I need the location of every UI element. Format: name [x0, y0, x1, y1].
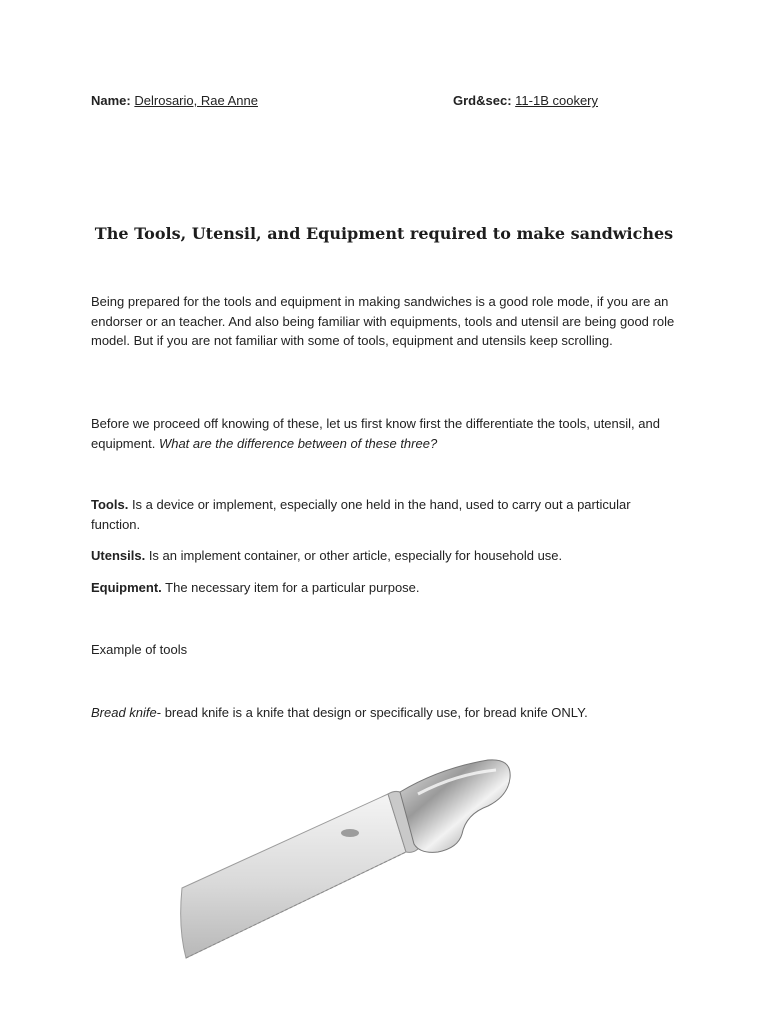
definition-text: Is a device or implement, especially one held in the hand, used to carry out a particular function.: [91, 497, 631, 532]
grade-section-field: [453, 93, 598, 108]
name-value: Delrosario, Rae Anne: [134, 93, 258, 108]
definition-term: Equipment.: [91, 580, 162, 595]
bread-knife-description: [91, 705, 588, 720]
definition-equipment: [91, 578, 681, 598]
example-heading: Example of tools: [91, 642, 188, 657]
differentiate-question: What are the difference between of these three?: [158, 435, 438, 451]
bread-knife-text: - bread knife is a knife that design or specifically use, for bread knife ONLY.: [156, 705, 588, 720]
definition-tools: [91, 495, 681, 534]
definition-utensils: [91, 546, 681, 566]
student-info-row: [91, 93, 691, 113]
differentiate-paragraph: [91, 414, 681, 453]
definition-term: Utensils.: [91, 548, 146, 563]
bread-knife-image: [170, 748, 520, 973]
name-label: Name:: [91, 93, 131, 108]
grade-section-label: Grd&sec:: [453, 93, 512, 108]
definition-text: Is an implement container, or other article, especially for household use.: [148, 548, 563, 563]
name-field: [91, 93, 258, 108]
definition-text: The necessary item for a particular purpose.: [165, 580, 420, 595]
intro-paragraph: Being prepared for the tools and equipment in making sandwiches is a good role mode, if you are an endorser or an teacher. And also being familiar with equipments, tools and utensil are being good role model. But if you are not familiar with some of tools, equipment and utensils keep scrolling.: [91, 294, 675, 348]
grade-section-value: 11-1B cookery: [515, 93, 599, 108]
definition-term: Tools.: [91, 497, 129, 512]
bread-knife-term: Bread knife: [91, 705, 157, 720]
document-title: The Tools, Utensil, and Equipment required to make sandwiches: [94, 224, 674, 243]
differentiate-text: Before we proceed off knowing of these, let us first know first the differentiate the tools, utensil, and equipment.: [91, 416, 660, 451]
